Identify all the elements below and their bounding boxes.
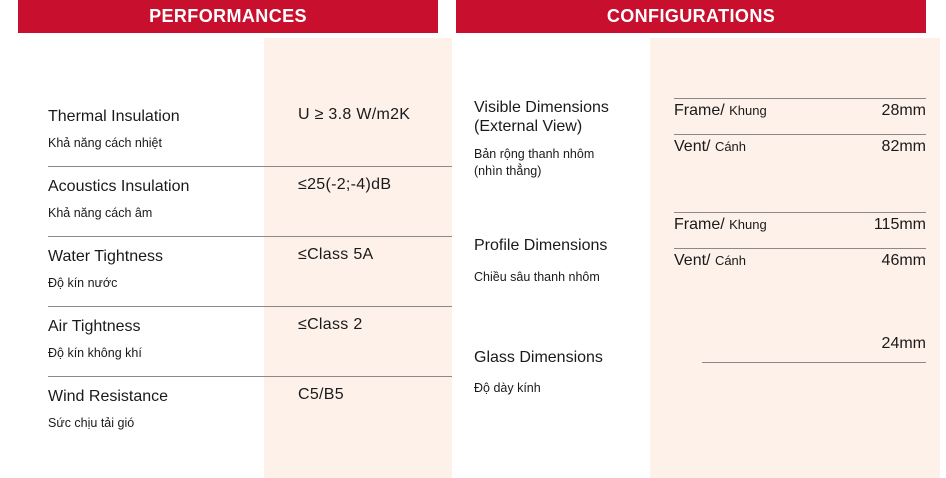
- group-label-en: [474, 348, 603, 367]
- row-label-en: Acoustics Insulation: [48, 178, 190, 195]
- group-divider-mid: [674, 134, 926, 135]
- group-label-vi-line2: (nhìn thẳng): [474, 164, 542, 178]
- configurations-header: [456, 0, 926, 33]
- group-label-vi-line1: Bản rộng thanh nhôm: [474, 147, 595, 161]
- row-label-vi: Độ kín nước: [48, 276, 118, 290]
- table-row: [48, 236, 452, 306]
- group-label-en-line2: (External View): [474, 118, 583, 135]
- row-label-en: Thermal Insulation: [48, 108, 180, 125]
- row-value: U ≥ 3.8 W/m2K: [298, 106, 411, 123]
- table-row: [48, 166, 452, 236]
- row-label-en: Wind Resistance: [48, 388, 169, 405]
- config-item-name-vi: Khung: [729, 217, 767, 232]
- group-divider-top: [702, 362, 926, 363]
- row-label-vi: Độ kín không khí: [48, 346, 142, 360]
- config-item-name-en: Vent/: [674, 252, 711, 269]
- table-row: [48, 306, 452, 376]
- config-item-name-en: Frame/: [674, 102, 725, 119]
- row-divider: [48, 306, 452, 307]
- config-item-value: 82mm: [881, 138, 926, 155]
- config-item-value: 28mm: [881, 102, 926, 119]
- configurations-header-title: CONFIGURATIONS: [606, 6, 776, 26]
- config-item-name-vi: Cánh: [714, 253, 747, 268]
- row-value: C5/B5: [298, 386, 344, 403]
- group-divider-top: [674, 98, 926, 99]
- config-item-value: 46mm: [881, 252, 926, 269]
- row-label-vi: Sức chịu tải gió: [48, 416, 135, 430]
- row-label-en: Air Tightness: [48, 318, 141, 335]
- header-band: [0, 0, 946, 33]
- config-item-value: 24mm: [881, 335, 926, 352]
- config-item-name: [674, 102, 767, 120]
- group-label-vi-line1: Độ dày kính: [474, 381, 541, 395]
- table-row: [48, 96, 452, 166]
- group-label-en: [474, 98, 609, 136]
- row-value: ≤Class 5A: [298, 246, 374, 263]
- config-item-name: [674, 252, 746, 270]
- config-item-name-en: Vent/: [674, 138, 711, 155]
- group-label-en: [474, 236, 607, 255]
- row-label-en: Water Tightness: [48, 248, 164, 265]
- row-label-vi: Khả năng cách âm: [48, 206, 153, 220]
- config-item-value: 115mm: [873, 216, 926, 233]
- row-divider: [48, 166, 452, 167]
- config-item-name-vi: Khung: [729, 103, 767, 118]
- performances-table: [48, 96, 452, 446]
- row-label-vi: Khả năng cách nhiệt: [48, 136, 162, 150]
- row-divider: [48, 236, 452, 237]
- config-item-name: [674, 216, 767, 234]
- config-item-name-vi: Cánh: [714, 139, 747, 154]
- row-divider: [48, 376, 452, 377]
- table-row: [48, 376, 452, 446]
- group-label-en-line1: Visible Dimensions: [474, 99, 609, 116]
- performances-header: [18, 0, 438, 33]
- group-label-en-line1: Glass Dimensions: [474, 349, 603, 366]
- group-divider-mid: [674, 248, 926, 249]
- config-item-name: [674, 138, 746, 156]
- group-label-vi-line1: Chiều sâu thanh nhôm: [474, 270, 600, 284]
- row-value: ≤Class 2: [298, 316, 363, 333]
- performances-header-title: PERFORMANCES: [149, 6, 307, 26]
- row-value: ≤25(-2;-4)dB: [298, 176, 392, 193]
- group-label-en-line1: Profile Dimensions: [474, 237, 608, 254]
- config-item-name-en: Frame/: [674, 216, 725, 233]
- group-divider-top: [674, 212, 926, 213]
